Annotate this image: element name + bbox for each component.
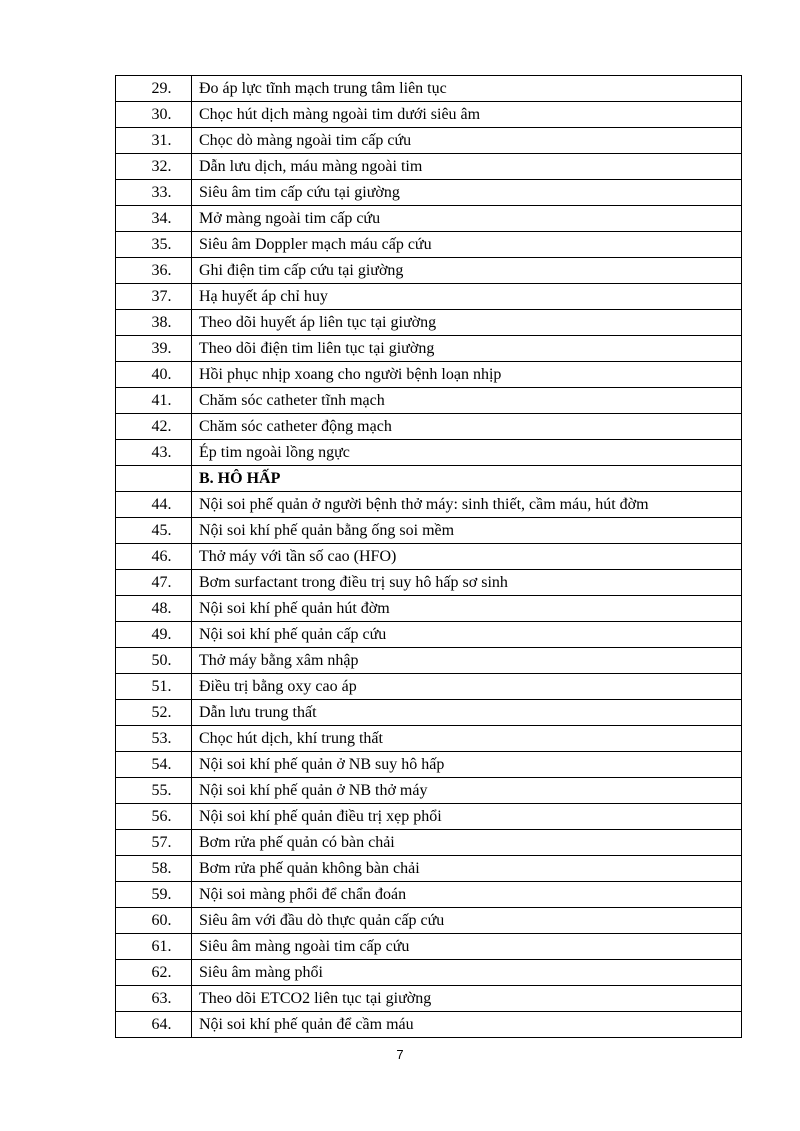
- table-row: [116, 492, 742, 518]
- procedure-name: Siêu âm tim cấp cứu tại giường: [192, 180, 742, 206]
- procedure-name: Chăm sóc catheter tĩnh mạch: [192, 388, 742, 414]
- procedure-name: Đo áp lực tĩnh mạch trung tâm liên tục: [192, 76, 742, 102]
- table-row: [116, 622, 742, 648]
- table-row: [116, 830, 742, 856]
- procedure-name: Hạ huyết áp chỉ huy: [192, 284, 742, 310]
- table-row: [116, 102, 742, 128]
- row-number: 46.: [116, 544, 192, 570]
- row-number: 33.: [116, 180, 192, 206]
- procedure-name: Siêu âm màng ngoài tim cấp cứu: [192, 934, 742, 960]
- table-row: [116, 518, 742, 544]
- procedure-name: Chọc hút dịch, khí trung thất: [192, 726, 742, 752]
- procedure-name: Bơm rửa phế quản không bàn chải: [192, 856, 742, 882]
- procedure-name: Nội soi khí phế quản bằng ống soi mềm: [192, 518, 742, 544]
- table-row: [116, 310, 742, 336]
- procedure-name: Nội soi phế quản ở người bệnh thở máy: sinh thiết, cầm máu, hút đờm: [192, 492, 742, 518]
- procedure-name: Dẫn lưu dịch, máu màng ngoài tim: [192, 154, 742, 180]
- table-row: [116, 76, 742, 102]
- procedure-name: Hồi phục nhịp xoang cho người bệnh loạn nhịp: [192, 362, 742, 388]
- procedure-table-body: [116, 76, 742, 1038]
- procedure-name: Chọc hút dịch màng ngoài tim dưới siêu âm: [192, 102, 742, 128]
- procedure-table: [115, 75, 742, 1038]
- procedure-name: Siêu âm màng phổi: [192, 960, 742, 986]
- procedure-name: Nội soi khí phế quản hút đờm: [192, 596, 742, 622]
- procedure-name: Theo dõi huyết áp liên tục tại giường: [192, 310, 742, 336]
- procedure-name: Siêu âm Doppler mạch máu cấp cứu: [192, 232, 742, 258]
- table-row: [116, 180, 742, 206]
- row-number: 43.: [116, 440, 192, 466]
- table-row: [116, 960, 742, 986]
- page-number: 7: [396, 1047, 404, 1062]
- row-number: 30.: [116, 102, 192, 128]
- procedure-name: Bơm surfactant trong điều trị suy hô hấp sơ sinh: [192, 570, 742, 596]
- row-number: 62.: [116, 960, 192, 986]
- table-row: [116, 778, 742, 804]
- table-row: [116, 674, 742, 700]
- table-row: [116, 882, 742, 908]
- row-number: 59.: [116, 882, 192, 908]
- row-number: 48.: [116, 596, 192, 622]
- row-number: 37.: [116, 284, 192, 310]
- table-row: [116, 856, 742, 882]
- table-row: [116, 440, 742, 466]
- procedure-name: Thở máy với tần số cao (HFO): [192, 544, 742, 570]
- table-row: [116, 154, 742, 180]
- row-number: [116, 466, 192, 492]
- table-row: [116, 648, 742, 674]
- table-row: [116, 804, 742, 830]
- procedure-name: Theo dõi điện tim liên tục tại giường: [192, 336, 742, 362]
- row-number: 55.: [116, 778, 192, 804]
- row-number: 61.: [116, 934, 192, 960]
- procedure-name: Ép tim ngoài lồng ngực: [192, 440, 742, 466]
- procedure-name: Dẫn lưu trung thất: [192, 700, 742, 726]
- row-number: 57.: [116, 830, 192, 856]
- row-number: 36.: [116, 258, 192, 284]
- table-row: [116, 232, 742, 258]
- procedure-name: Chọc dò màng ngoài tim cấp cứu: [192, 128, 742, 154]
- row-number: 51.: [116, 674, 192, 700]
- table-row: [116, 128, 742, 154]
- procedure-name: Nội soi khí phế quản ở NB thở máy: [192, 778, 742, 804]
- procedure-name: Nội soi khí phế quản điều trị xẹp phổi: [192, 804, 742, 830]
- row-number: 40.: [116, 362, 192, 388]
- procedure-name: Mở màng ngoài tim cấp cứu: [192, 206, 742, 232]
- procedure-name: Nội soi khí phế quản để cầm máu: [192, 1012, 742, 1038]
- table-row: [116, 258, 742, 284]
- row-number: 39.: [116, 336, 192, 362]
- table-row: [116, 414, 742, 440]
- row-number: 42.: [116, 414, 192, 440]
- row-number: 29.: [116, 76, 192, 102]
- table-row: [116, 544, 742, 570]
- row-number: 60.: [116, 908, 192, 934]
- row-number: 63.: [116, 986, 192, 1012]
- table-row: [116, 596, 742, 622]
- table-row: [116, 570, 742, 596]
- table-row: [116, 934, 742, 960]
- procedure-name: Nội soi khí phế quản cấp cứu: [192, 622, 742, 648]
- row-number: 34.: [116, 206, 192, 232]
- table-row: [116, 986, 742, 1012]
- row-number: 47.: [116, 570, 192, 596]
- procedure-name: Bơm rửa phế quản có bàn chải: [192, 830, 742, 856]
- procedure-name: Ghi điện tim cấp cứu tại giường: [192, 258, 742, 284]
- table-row: [116, 206, 742, 232]
- row-number: 64.: [116, 1012, 192, 1038]
- procedure-name: Nội soi màng phổi để chẩn đoán: [192, 882, 742, 908]
- procedure-name: Thở máy bằng xâm nhập: [192, 648, 742, 674]
- procedure-name: Điều trị bằng oxy cao áp: [192, 674, 742, 700]
- row-number: 56.: [116, 804, 192, 830]
- table-row: [116, 362, 742, 388]
- table-row: [116, 908, 742, 934]
- row-number: 35.: [116, 232, 192, 258]
- table-row: [116, 1012, 742, 1038]
- row-number: 31.: [116, 128, 192, 154]
- row-number: 45.: [116, 518, 192, 544]
- procedure-name: Siêu âm với đầu dò thực quản cấp cứu: [192, 908, 742, 934]
- row-number: 44.: [116, 492, 192, 518]
- procedure-name: Chăm sóc catheter động mạch: [192, 414, 742, 440]
- table-row: [116, 726, 742, 752]
- table-row: [116, 284, 742, 310]
- section-header-row: [116, 466, 742, 492]
- row-number: 52.: [116, 700, 192, 726]
- row-number: 58.: [116, 856, 192, 882]
- table-row: [116, 388, 742, 414]
- table-row: [116, 700, 742, 726]
- row-number: 32.: [116, 154, 192, 180]
- section-title: B. HÔ HẤP: [192, 466, 742, 492]
- table-row: [116, 336, 742, 362]
- row-number: 49.: [116, 622, 192, 648]
- row-number: 54.: [116, 752, 192, 778]
- row-number: 53.: [116, 726, 192, 752]
- procedure-name: Nội soi khí phế quản ở NB suy hô hấp: [192, 752, 742, 778]
- table-row: [116, 752, 742, 778]
- row-number: 50.: [116, 648, 192, 674]
- row-number: 38.: [116, 310, 192, 336]
- row-number: 41.: [116, 388, 192, 414]
- procedure-name: Theo dõi ETCO2 liên tục tại giường: [192, 986, 742, 1012]
